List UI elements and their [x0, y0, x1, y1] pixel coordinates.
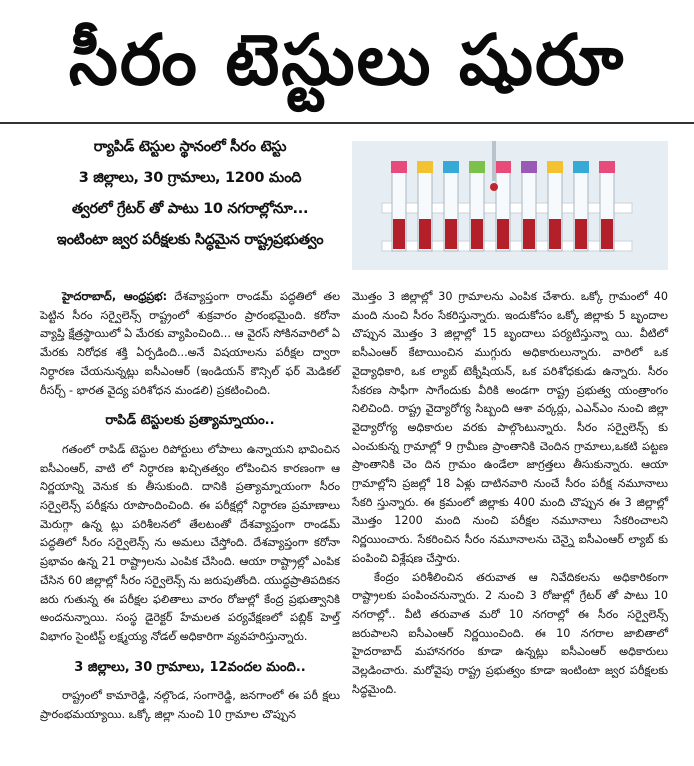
blood-sample — [601, 219, 613, 249]
test-tube-cap — [495, 161, 511, 173]
blood-sample — [575, 219, 587, 249]
column2-paragraph-2: కేంద్రం పరిశీలించిన తరువాత ఆ నివేదికలను అధికారికంగా రాష్ట్రాలకు పంపించనున్నారు. 2 నుంచి 3 రోజుల్లో గ్రేటర్ తో పాటు 10 నగరాల్లో.. వీటి తరువాత మరో 10 నగరాల్లో ఈ సీరం సర్వైలెన్స్ జరుపాలని ఐసీఎంఆర్ నిర్ణయించింది. ఈ 10 నగరాల జాబితాలో హైదరాబాద్ మహానగరం కూడా ఉన్నట్లు ఐసీఎంఆర్ అధికారులు వెల్లడించారు. మరోవైపు రాష్ట్ర ప్రభుత్వం కూడా ఇంటింటా జ్వర పరీక్షలకు సిద్ధమైంది. — [352, 570, 668, 696]
blood-sample — [419, 219, 431, 249]
test-tube-cap — [469, 161, 485, 173]
article-column-1 — [40, 288, 340, 725]
column1-paragraph-1: దేశవ్యాప్తంగా రాండమ్ పద్ధతిలో తల పెట్టిన సీరం సర్వైలెన్స్ రాష్ట్రంలో శుక్రవారం ప్రారంభమైంది. కరోనా వ్యాప్తి క్షేత్రస్థాయిలో ఏ మేరకు వ్యాపించింది... ఆ వైరస్ సోకినవారిలో ఏ మేరకు నిరోధక శక్తి ఏర్పడింది...అనే విషయాలను పరీక్షల ద్వారా నిర్ధారణ చేయనున్నట్లు ఐసీఎంఆర్ (ఇండియన్ కౌన్సిల్ ఫర్ మెడికల్ రీసర్చ్ - భారత వైద్య పరిశోధన మండలి) ప్రకటించింది. — [40, 290, 340, 397]
blood-sample-test-tubes-photo — [352, 141, 668, 270]
blood-sample — [471, 219, 483, 249]
blood-sample — [393, 219, 405, 249]
headline-rule — [0, 122, 694, 124]
pipette — [492, 141, 496, 181]
column1-paragraph-2: గతంలో రాపిడ్ టెస్టుల రిపోర్టులు లోపాలు ఉన్నాయని భావించిన ఐసీఎంఆర్, వాటి లో నిర్ధారణ ఖచ్చితత్వం లోపించిన కారణంగా ఆ నిర్ణయాన్ని వెనుక కు తీసుకుంది. దానికి ప్రత్యామ్నాయంగా సీరం సర్వైలెన్స్ పరీక్షను రూపొందించింది. ఈ పరీక్షల్లో నిర్ధారణ ప్రమాణాలు మెరుగ్గా ఉన్న ట్లు పరిశీలనలో తేలటంతో దేశవ్యాప్తంగా రాండమ్ పద్ధతిలో సీరం సర్వైలెన్స్ ను అమలు చేస్తోంది. దేశవ్యాప్తంగా కరోనా ప్రభావం ఉన్న 21 రాష్ట్రాలను ఎంపిక చేసింది. ఆయా రాష్ట్రాల్లో ఎంపిక చేసిన 60 జిల్లాల్లో సీరం సర్వైలెన్స్ ను జరుపుతోంది. యుద్ధప్రాతిపదికన జరు గుతున్న ఈ పరీక్షల ఫలితాలు వారం రోజుల్లో కేంద్ర ప్రభుత్వానికి అందనున్నాయి. సంస్థ డైరెక్టర్ హేమలత పర్యవేక్షణలో పబ్లిక్ హెల్త్ విభాగం సైంటిస్ట్ లక్ష్మయ్య నోడల్ అధికారిగా వ్యవహరిస్తున్నారు. — [40, 442, 340, 643]
test-tube-cap — [521, 161, 537, 173]
article-column-2 — [352, 288, 668, 699]
tube-group — [391, 161, 615, 251]
section-heading-rapid-tests: రాపిడ్ టెస్టులకు ప్రత్యామ్నాయం.. — [105, 413, 275, 429]
test-tubes-illustration — [352, 141, 668, 270]
subheadline-2: 3 జిల్లాలు, 30 గ్రామాలు, 1200 మంది — [78, 170, 302, 186]
column2-paragraph-1: మొత్తం 3 జిల్లాల్లో 30 గ్రామాలను ఎంపిక చేశారు. ఒక్కో గ్రామంలో 40 మంది నుంచి సీరం సేకరిస్తున్నారు. ఇందుకోసం ఒక్కో జిల్లాకు 5 బృందాల చొప్పున మొత్తం 3 జిల్లాల్లో 15 బృందాలు పర్యటిస్తున్నా యి. వీటిలో ఐసీఎంఆర్ కేటాయించిన ముగ్గురు అధికారులున్నారు. వారిలో ఒక వైద్యాధికారి, ఒక ల్యాబ్ టెక్నీషియన్, ఒక పరిశోధకుడు ఉన్నారు. సీరం సేకరణ సాఫీగా సాగేందుకు వీరికి అండగా రాష్ట్ర ప్రభుత్వ యంత్రాంగం నిలిచింది. రాష్ట్ర వైద్యారోగ్య సిబ్బంది ఆశా వర్కర్లు, ఎఎన్ఎం నుంచి జిల్లా వైద్యారోగ్య అధికారుల వరకు పాల్గొంటున్నారు. సీరం సర్వైలెన్స్ కు ఎంచుకున్న గ్రామాల్లో 9 గ్రామీణ ప్రాంతానికి చెందిన గ్రామాలు,ఒకటి పట్టణ ప్రాంతానికి చెం దిన గ్రామం ఉండేలా జాగ్రత్తలు తీసుకున్నారు. ఆయా గ్రామాల్లోని ప్రజల్లో 18 ఏళ్లు దాటినవారి నుంచే సీరం పరీక్ష నమూనాలు సేకరి స్తున్నారు. ఈ క్రమంలో జిల్లాకు 400 మంది చొప్పున ఈ 3 జిల్లాల్లో మొత్తం 1200 మంది నుంచి పరీక్షల నమూనాలు సేకరించాలని నిర్ణయించారు. సేకరించిన సీరం నమూనాలను చెన్నై ఐసీఎంఆర్ ల్యాబ్ కు పంపించి విశ్లేషణ చేస్తారు. — [352, 290, 668, 565]
blood-sample — [549, 219, 561, 249]
subheadline-block — [40, 138, 340, 262]
test-tube-cap — [443, 161, 459, 173]
test-tube-cap — [599, 161, 615, 173]
test-tube-cap — [573, 161, 589, 173]
subheadline-3: త్వరలో గ్రేటర్ తో పాటు 10 నగరాల్లోనూ... — [71, 201, 309, 217]
test-tube-cap — [417, 161, 433, 173]
blood-sample — [497, 219, 509, 249]
section-heading-districts: 3 జిల్లాలు, 30 గ్రామాలు, 12వందల మంది.. — [74, 659, 306, 675]
column1-paragraph-3: రాష్ట్రంలో కామారెడ్డి, నల్గొండ, సంగారెడ్డి, జనగాంలో ఈ పరీ క్షలు ప్రారంభమయ్యాయి. ఒక్కో జిల్లా నుంచి 10 గ్రామాల చొప్పున — [40, 689, 340, 722]
headline: సీరం టెస్టులు షురూ — [68, 19, 626, 101]
blood-drop — [490, 183, 498, 191]
subheadline-4: ఇంటింటా జ్వర పరీక్షలకు సిద్ధమైన రాష్ట్రప్రభుత్వం — [56, 232, 324, 248]
test-tube-cap — [547, 161, 563, 173]
subheadline-1: ర్యాపిడ్ టెస్టుల స్థానంలో సీరం టెస్టు — [93, 139, 287, 155]
dateline: హైదరాబాద్, ఆంధ్రప్రభ: — [62, 290, 168, 303]
blood-sample — [523, 219, 535, 249]
test-tube-cap — [391, 161, 407, 173]
blood-sample — [445, 219, 457, 249]
